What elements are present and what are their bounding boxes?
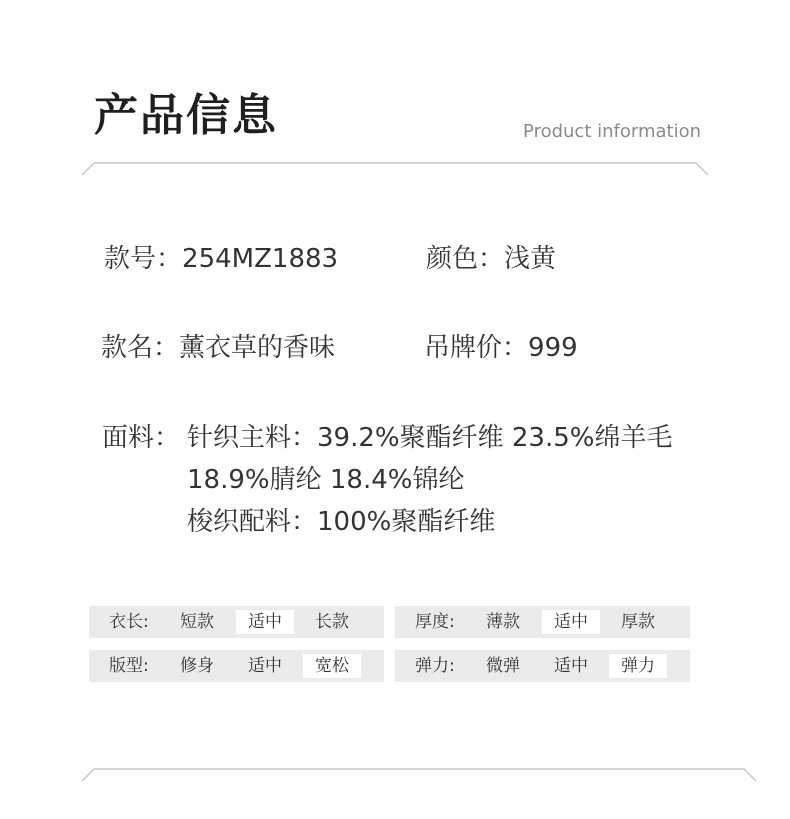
attr-fit: [89, 650, 384, 682]
colon: ：: [154, 423, 181, 453]
colon: ：: [478, 244, 505, 274]
attr-length-option: 短款: [180, 612, 214, 632]
attr-elasticity-option: 适中: [554, 656, 588, 676]
attr-thickness-option: 厚款: [621, 612, 655, 632]
style-name: [101, 330, 335, 366]
attr-thickness: [395, 606, 690, 638]
style-name-label: 款名: [101, 333, 154, 363]
attr-length-option-selected: 适中: [236, 610, 294, 634]
attr-elasticity-option: 微弹: [486, 656, 520, 676]
attr-fit-option-selected: 宽松: [303, 654, 361, 678]
price-info: [424, 330, 578, 366]
page-title: 产品信息: [94, 90, 278, 141]
attr-fit-option: 适中: [248, 656, 282, 676]
color-info: [426, 241, 556, 277]
attr-fit-option: 修身: [180, 656, 214, 676]
attr-thickness-option-selected: 适中: [542, 610, 600, 634]
page-subtitle: Product information: [523, 121, 701, 142]
attr-length: [89, 606, 384, 638]
attr-length-option: 长款: [315, 612, 349, 632]
attr-elasticity: [395, 650, 690, 682]
bottom-divider: [0, 755, 790, 785]
attr-thickness-label: 厚度:: [415, 612, 455, 632]
style-number-value: 254MZ1883: [182, 244, 339, 274]
attr-elasticity-option-selected: 弹力: [609, 654, 667, 678]
fabric-line-3: 梭织配料：100%聚酯纤维: [187, 507, 496, 537]
price-label: 吊牌价: [424, 333, 503, 363]
attr-elasticity-label: 弹力:: [415, 656, 455, 676]
style-name-value: 薰衣草的香味: [179, 333, 336, 363]
fabric-label: 面料: [102, 423, 155, 453]
colon: ：: [156, 244, 183, 274]
style-number: [104, 241, 338, 277]
colon: ：: [502, 333, 529, 363]
fabric-info: [102, 420, 180, 456]
price-value: 999: [528, 333, 578, 363]
fabric-line-2: 18.9%腈纶 18.4%锦纶: [187, 465, 465, 495]
attr-length-label: 衣长:: [109, 612, 149, 632]
top-divider: [0, 150, 790, 180]
fabric-line-1: 针织主料：39.2%聚酯纤维 23.5%绵羊毛: [187, 423, 673, 453]
attr-thickness-option: 薄款: [486, 612, 520, 632]
attr-fit-label: 版型:: [109, 656, 149, 676]
color-label: 颜色: [426, 244, 479, 274]
colon: ：: [153, 333, 180, 363]
style-number-label: 款号: [104, 244, 157, 274]
color-value: 浅黄: [504, 244, 557, 274]
